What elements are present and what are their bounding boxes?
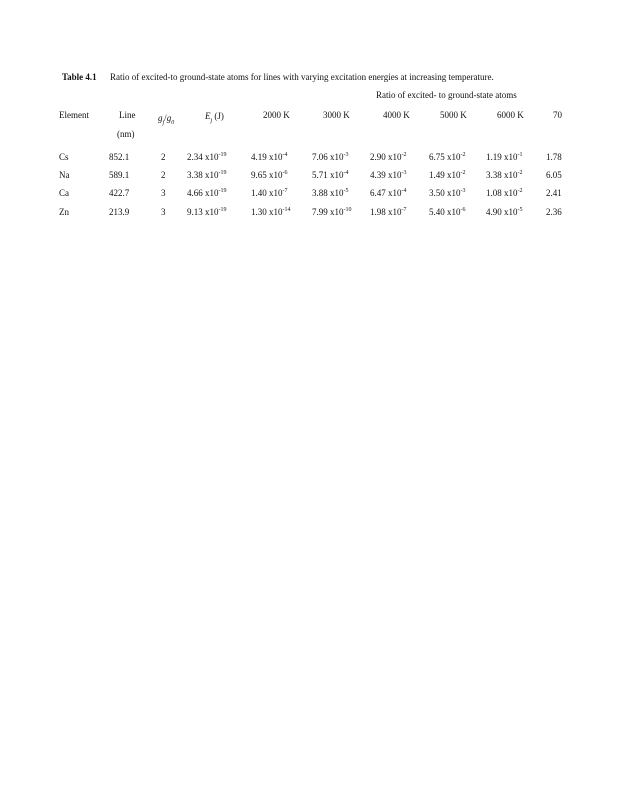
g-den: g — [166, 113, 172, 123]
header-energy — [205, 111, 224, 122]
energy-unit: (J) — [214, 111, 224, 121]
cell-g-ratio: 3 — [161, 188, 166, 198]
energy-sub: j — [210, 117, 213, 124]
header-temp-4000: 4000 K — [383, 110, 410, 120]
header-temp-3000: 3000 K — [323, 110, 350, 120]
caption-label: Table 4.1 — [62, 72, 97, 82]
cell-energy: 2.34 $x10^{-19}$ — [187, 152, 227, 162]
column-spanner: Ratio of excited- to ground-state atoms — [376, 90, 517, 100]
header-temp-5000: 5000 K — [440, 110, 467, 120]
cell-ratio: 3.88 $x10^{-5}$ — [312, 188, 349, 198]
cell-ratio: 1.30 $x10^{-14}$ — [251, 207, 291, 217]
cell-g-ratio: 2 — [161, 152, 166, 162]
cell-element: Ca — [59, 188, 69, 198]
energy-symbol: E — [205, 111, 211, 121]
cell-ratio: 6.05 — [546, 170, 562, 180]
cell-ratio: 4.39 $x10^{-3}$ — [370, 170, 407, 180]
cell-ratio: 2.36 — [546, 207, 562, 217]
header-temp-7000: 70 — [553, 110, 562, 120]
cell-energy: 9.13 $x10^{-19}$ — [187, 207, 227, 217]
cell-ratio: 1.40 $x10^{-7}$ — [251, 188, 288, 198]
cell-ratio: 3.38 $x10^{-2}$ — [486, 170, 523, 180]
cell-g-ratio: 3 — [161, 207, 166, 217]
cell-line: 852.1 — [109, 152, 130, 162]
cell-ratio: 5.71 $x10^{-4}$ — [312, 170, 349, 180]
cell-ratio: 9.65 $x10^{-6}$ — [251, 170, 288, 180]
cell-ratio: 6.47 $x10^{-4}$ — [370, 188, 407, 198]
cell-energy: 3.38 $x10^{-19}$ — [187, 170, 227, 180]
header-element: Element — [59, 110, 89, 120]
caption-text: Ratio of excited-to ground-state atoms for lines with varying excitation energies at increasing temperature. — [110, 72, 494, 82]
cell-line: 589.1 — [109, 170, 130, 180]
cell-ratio: 1.78 — [546, 152, 562, 162]
cell-element: Zn — [59, 207, 69, 217]
cell-ratio: 2.90 $x10^{-2}$ — [370, 152, 407, 162]
header-temp-6000: 6000 K — [497, 110, 524, 120]
cell-element: Cs — [59, 152, 69, 162]
g-num: g — [158, 113, 163, 123]
header-temp-2000: 2000 K — [263, 110, 290, 120]
header-line: Line — [119, 110, 136, 120]
g-sep: / — [164, 113, 167, 123]
cell-line: 422.7 — [109, 188, 130, 198]
header-line-unit: (nm) — [117, 129, 135, 139]
cell-element: Na — [59, 170, 70, 180]
cell-ratio: 1.98 $x10^{-7}$ — [370, 207, 407, 217]
g-num-sub: j — [162, 119, 165, 126]
table-caption — [62, 72, 97, 83]
cell-ratio: 5.40 $x10^{-6}$ — [429, 207, 466, 217]
cell-ratio: 4.90 $x10^{-5}$ — [486, 207, 523, 217]
cell-energy: 4.66 $x10^{-19}$ — [187, 188, 227, 198]
cell-ratio: 6.75 $x10^{-2}$ — [429, 152, 466, 162]
cell-g-ratio: 2 — [161, 170, 166, 180]
cell-ratio: 7.99 $x10^{-10}$ — [312, 207, 352, 217]
cell-ratio: 3.50 $x10^{-3}$ — [429, 188, 466, 198]
cell-ratio: 1.19 $x10^{-1}$ — [486, 152, 523, 162]
cell-ratio: 1.49 $x10^{-2}$ — [429, 170, 466, 180]
g-den-sub: 0 — [171, 119, 175, 126]
cell-ratio: 2.41 — [546, 188, 562, 198]
cell-ratio: 4.19 $x10^{-4}$ — [251, 152, 288, 162]
cell-ratio: 7.06 $x10^{-3}$ — [312, 152, 349, 162]
cell-line: 213.9 — [109, 207, 130, 217]
cell-ratio: 1.08 $x10^{-2}$ — [486, 188, 523, 198]
header-g-ratio — [158, 113, 174, 124]
